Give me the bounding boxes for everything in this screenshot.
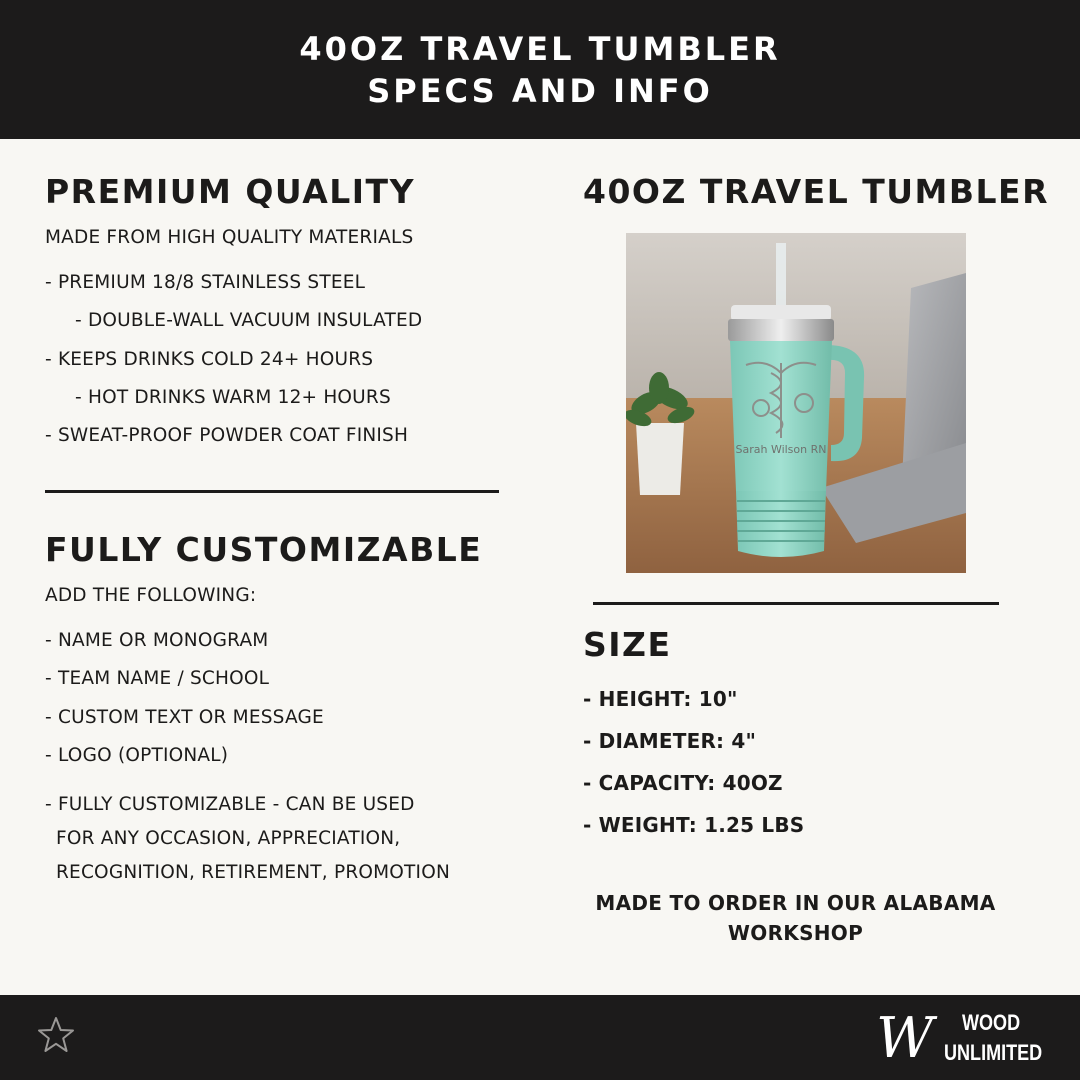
customizable-intro: ADD THE FOLLOWING: [45, 585, 257, 606]
made-line-1: MADE TO ORDER IN OUR ALABAMA [595, 891, 996, 915]
brand-logo [876, 1006, 1046, 1071]
made-to-order-note [583, 888, 1008, 948]
product-photo [626, 233, 966, 573]
customizable-note-line: RECOGNITION, RETIREMENT, PROMOTION [56, 862, 451, 883]
customizable-item: - CUSTOM TEXT OR MESSAGE [45, 707, 324, 728]
brand-name-line-1: WOOD [962, 1010, 1021, 1035]
size-item-weight: - WEIGHT: 1.25 LBS [583, 813, 805, 837]
size-item-height: - HEIGHT: 10" [583, 687, 738, 711]
engraving-text: Sarah Wilson RN [735, 443, 827, 456]
brand-monogram: W [876, 1006, 934, 1071]
right-divider [593, 602, 999, 605]
customizable-item: - TEAM NAME / SCHOOL [45, 668, 270, 689]
plant-pot [636, 423, 684, 495]
tumbler-illustration [626, 233, 966, 573]
star-outline-icon [36, 1015, 76, 1055]
tumbler-rim [728, 319, 834, 341]
size-heading: SIZE [583, 625, 672, 664]
premium-item: - SWEAT-PROOF POWDER COAT FINISH [45, 425, 409, 446]
customizable-item: - NAME OR MONOGRAM [45, 630, 269, 651]
page-footer [0, 995, 1080, 1080]
customizable-item: - LOGO (OPTIONAL) [45, 745, 229, 766]
made-line-2: WORKSHOP [727, 921, 864, 945]
product-heading: 40OZ TRAVEL TUMBLER [583, 172, 1049, 211]
premium-item: - PREMIUM 18/8 STAINLESS STEEL [45, 272, 366, 293]
page-header [0, 0, 1080, 139]
premium-intro: MADE FROM HIGH QUALITY MATERIALS [45, 227, 414, 248]
customizable-heading: FULLY CUSTOMIZABLE [45, 530, 483, 569]
customizable-note-line: FOR ANY OCCASION, APPRECIATION, [56, 828, 401, 849]
brand-name-line-2: UNLIMITED [944, 1040, 1043, 1065]
customizable-note-line: - FULLY CUSTOMIZABLE - CAN BE USED [45, 794, 415, 815]
premium-subitem: - DOUBLE-WALL VACUUM INSULATED [75, 310, 423, 331]
header-title-line-1: 40OZ TRAVEL TUMBLER [299, 29, 781, 68]
premium-subitem: - HOT DRINKS WARM 12+ HOURS [75, 387, 391, 408]
size-item-capacity: - CAPACITY: 40OZ [583, 771, 783, 795]
left-divider [45, 490, 499, 493]
size-item-diameter: - DIAMETER: 4" [583, 729, 757, 753]
premium-quality-heading: PREMIUM QUALITY [45, 172, 415, 211]
tumbler-lid [731, 305, 831, 321]
premium-item: - KEEPS DRINKS COLD 24+ HOURS [45, 349, 374, 370]
header-title-line-2: SPECS AND INFO [367, 71, 713, 110]
